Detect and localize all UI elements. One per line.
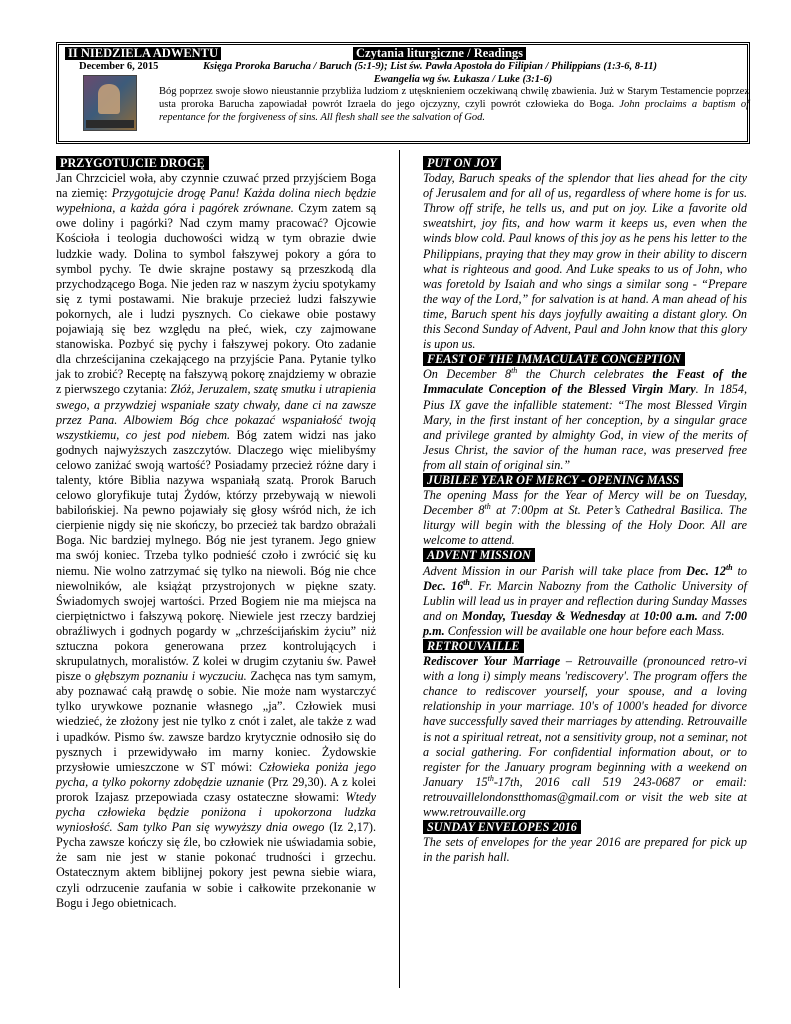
readings-line-2: Ewangelia wg św. Łukasza / Luke (3:1-6): [373, 74, 553, 85]
polish-summary: Bóg poprzez swoje słowo nieustannie przybliża ludziom z utęsknieniem oczekiwaną chwilę zbawienia. Już w Starym Testamencie poprzez usta proroka Barucha zapowiadał powrót Izraela do jego ojczyzny, czyli powrót człowieka do Boga.: [159, 86, 749, 110]
header-summary: [159, 85, 749, 124]
feast-text: On December 8th the Church celebrates the Feast of the Immaculate Conception of the Blessed Virgin Mary. In 1854, Pius IX gave the infallible statement: “The most Blessed Virgin Mary, in the first instant of her conception, by a singular grace and privilege granted by almighty God, in view of the merits of Jesus Christ, the savior of the human race, was preserved free from all stain of original sin.”: [423, 366, 747, 472]
sunday-title: II NIEDZIELA ADWENTU: [65, 47, 221, 60]
readings-line-1: Księga Proroka Barucha / Baruch (5:1-9); List św. Pawła Apostoła do Filipian / Philippians (1:3-6, 8-11): [203, 61, 657, 72]
section-heading-joy: PUT ON JOY: [423, 156, 501, 170]
section-heading-envelopes: SUNDAY ENVELOPES 2016: [423, 820, 581, 834]
english-summary: John proclaims a baptism of repentance for the forgiveness of sins. All flesh shall see the salvation of God.: [159, 99, 749, 123]
jubilee-text: The opening Mass for the Year of Mercy will be on Tuesday, December 8th at 7:00pm at St. Peter’s Cathedral Basilica. The liturgy will begin with the blessing of the Holy Door. All are welcome to attend.: [423, 488, 747, 548]
retrouvaille-text: Rediscover Your Marriage – Retrouvaille (pronounced retro-vi with a long i) simply means 'rediscovery'. The program offers the chance to rediscover yourself, your spouse, and a loving relationship in your marriage. 10's of 1000's headed for divorce have successfully saved their marriages by attending. Retrouvaille is not a spiritual retreat, not a sensitivity group, not a seminar, not a social gathering. For confidential information about, or to register for the January program beginning with a weekend on January 15th-17th, 2016 call 519 243-0687 or email: retrouvaillelondonstthomas@gmail.com or visit the web site at www.retrouvaille.org: [423, 654, 748, 820]
right-column: [423, 156, 747, 865]
mission-text: Advent Mission in our Parish will take place from Dec. 12th to Dec. 16th. Fr. Marcin Nabozny from the Catholic University of Lublin will lead us in prayer and reflection during Sunday Masses and on Monday, Tuesday & Wednesday at 10:00 a.m. and 7:00 p.m. Confession will be available one hour before each Mass.: [423, 562, 748, 638]
section-heading-jubilee: JUBILEE YEAR OF MERCY - OPENING MASS: [423, 473, 683, 487]
column-divider: [399, 150, 400, 988]
section-heading-przygotujcie: PRZYGOTUJCIE DROGĘ: [56, 156, 209, 170]
article-polish: Jan Chrzciciel woła, aby czynnie czuwać przed przyjściem Boga na ziemię: Przygotujcie drogę Panu! Każda dolina niech będzie wypełniona, a każda góra i pagórek zrównane. Czym zatem są owe doliny i pagórki? Nad czym mamy pracować? Ojcowie Kościoła i teologia duchowości widzą w tym obrazie dwie ludzkie wady. Dolina to symbol fałszywej pokory a góra to symbol pychy. Te dwie skrajne postawy są przeszkodą dla przychodzącego Boga. Nie jeden raz w naszym życiu spotykamy się z tymi postawami. Nie brakuje przecież ludzi fałszywie pokornych, ale i ludzi pysznych. Co ciekawe obie postawy pojawiają się bez względu na płeć, wiek, czy zajmowane stanowiska. Pozbyć się pychy i fałszywej pokory. Oto zadanie dla chrześcijanina czekającego na przyjście Pana. Pytanie tylko jak to zrobić? Receptę na fałszywą pokorę znajdziemy w obrazie z pierwszego czytania: Złóż, Jeruzalem, szatę smutku i utrapienia swego, a przywdziej wspaniałe szaty chwały, dane ci na zawsze przez Pana. Albowiem Bóg chce pokazać wspaniałość twoją wszystkiemu, co jest pod niebem. Bóg zatem widzi nas jako godnych najwyższych zaszczytów. Dlaczego więc mielibyśmy celowo zaniżać swoją wartość? Posiadamy przecież różne dary i talenty, które Biblia nazywa wspaniałą szatą. Prorok Baruch celowo gloryfikuje tutaj Żydów, którzy przebywają w niewoli babilońskiej. Na pewno pojawiały się głosy wśród nich, że ich cierpienie nigdy się nie skończy, bo przecież tak bardzo obrażali Boga. Nic bardziej mylnego. Bóg nie jest tyranem. Jego gniew ma swój koniec. Trzeba tylko podnieść czoło i zwrócić się ku niemu. Nie wolno zatrzymać się tylko na niewoli. Bóg nie chce niewolników, ale książąt przystrojonych w piękne szaty. Świadomych swojej wartości. Przed Bogiem nie ma miejsca na cierpiętnictwo i fałszywą pokorę. Niewiele jest rzeczy bardziej obraźliwych i godnych pogardy w „chrześcijańskim życiu” niż sztuczna pokora generowana przez kontrolujących i skrupulatnych, moralistów. Z kolei w drugim czytaniu św. Paweł pisze o głębszym poznaniu i wyczuciu. Zachęca nas tym samym, aby poznawać całą prawdę o sobie. Nie może nam wystarczyć tylko urywkowe poznanie własnego „ja”. Człowiek musi wiedzieć, że złożony jest nie tylko z cnót i zalet, ale także z wad i upadków. Pismo św. zawsze bardzo krytycznie odnosiło się do pysznych i przewidywało im marny koniec. Żydowskie przysłowie umieszczone w ST mówi: Człowieka poniża jego pycha, a tylko pokorny zdobędzie uznanie (Prz 29,30). A z kolei prorok Izajasz przepowiada czasy ostateczne słowami: Wtedy pycha człowieka będzie poniżona i upokorzona ludzka wyniosłość. Sam tylko Pan się wywyższy dnia owego (Iz 2,17). Pycha zawsze kończy się źle, bo człowiek nie uświadamia sobie, że sam nie jest w stanie pokonać trudności i grzechu. Ostatecznym aktem biblijnej pokory jest pewna siebie wiara, czyli odrzucenie zaufania w sobie i całkowite przekonanie w Bogu i Jego obietnicach.: [56, 171, 377, 910]
bulletin-date: December 6, 2015: [79, 61, 159, 72]
section-heading-retrouvaille: RETROUVAILLE: [423, 639, 524, 653]
section-heading-feast: FEAST OF THE IMMACULATE CONCEPTION: [423, 352, 685, 366]
readings-title: Czytania liturgiczne / Readings: [353, 47, 526, 60]
left-column: [56, 156, 376, 911]
section-heading-mission: ADVENT MISSION: [423, 548, 535, 562]
advent-illustration: [83, 75, 137, 131]
joy-text: Today, Baruch speaks of the splendor that lies ahead for the city of Jerusalem and for all of us, regardless of where home is for us. Throw off strife, he tells us, and put on joy. Like a favorite old sweatshirt, joy fits, and how warm it keeps us, even when the winds blow cold. Paul knows of this joy as he pens his letter to the Philippians, praying that they may grow in their ability to discern what is righteous and good. And Luke speaks to us of John, who was foretold by Isaiah and who sings a similar song - “Prepare the way of the Lord,” for salvation is at hand. A man ahead of his time, Baruch spent his days joyfully awaiting a distant glory. On this Second Sunday of Advent, Paul and John know that this glory is upon us.: [423, 171, 747, 352]
header-box: [56, 42, 750, 144]
envelopes-text: The sets of envelopes for the year 2016 are prepared for pick up in the parish hall.: [423, 835, 747, 865]
